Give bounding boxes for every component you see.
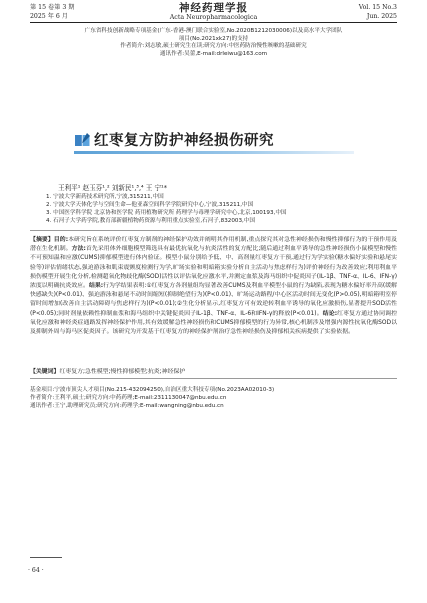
abstract-result: 行为学结果表明:①红枣复方各剂量组均显著改善CUMS及利血平模型小鼠的行为缺陷,表现为糖水偏好率升高(缓解快感缺失)(P<0.01)、强迫游泳和悬尾不动时间缩短(抑制绝望行为)(P<0.01)、旷场运动路程/中心区活动时间无变化(P>0.05),明暗箱明室停留时间增加(改善自主活动障碍与焦虑样行为)(P<0.01);②生化分析显示,红枣复方可有效逆转利血平诱导的氧化应激损伤,显著提升SOD活性(P<0.05);同时剂量依赖性抑制血浆和海马组织中关键促炎因子IL-1β、TNF-α、IL-6和IFN-γ的释放(P<0.01)。: [30, 283, 398, 317]
affiliation-1: 1. 宁波大学新药技术研究所,宁波,315211,中国: [46, 194, 164, 200]
header-rule: [30, 22, 397, 23]
abstract-conclusion: 红枣复方通过协同调控氧化应激和神经炎症通路发挥神经保护作用,其有效缓解急性神经损伤和CUMS抑郁模型的行为异常,核心机制涉及增强内源性抗氧化酶SOD以及抑制外周与海马区促炎因子。该研究为开发基于红枣复方的神经保护剂治疗急性神经损伤及抑郁相关疾病提供了实验依据。: [30, 310, 397, 336]
date-label: 2025 年 6 月: [30, 12, 68, 20]
keywords-text: 红枣复方;急性模型;慢性抑郁模型;抗炎;神经保护: [59, 369, 186, 375]
bottom-notes: [30, 386, 397, 411]
book-pen-icon: [74, 132, 91, 148]
abstract-goal: 本研究旨在系统评价红枣复方制剂的神经保护功效并阐明其作用机制,重点探究其对急性神经损伤和慢性抑郁行为的干预作用及潜在生化机制。: [30, 237, 398, 253]
issue-label: 第 15 卷第 3 期: [30, 4, 75, 11]
conclusion-label: 结论:: [322, 310, 338, 317]
journal-subtitle: Acta Neuropharmacologica: [169, 14, 258, 21]
bottom-fund-line: 基金项目:宁波市顶尖人才项目(No.215-432094250),自治区重大科技专项(No.2023AA02010-3): [30, 387, 275, 393]
top-fund-line-2: 项目(No.2021xk27)的支持: [178, 35, 249, 42]
date-label-en: Jun. 2025: [366, 12, 397, 20]
abstract-label: 【摘要】: [30, 237, 54, 243]
page-number-rule: [30, 557, 62, 558]
top-fund-line-1: 广东省科技创新战略专项基金(广东-香港-澳门联合实验室,No.2020B1212030006)以及高水平大学团队: [84, 28, 343, 34]
top-author-line: 作者简介:刘志敏,硕士研究生在读;研究方向:中医药防治慢性咳嗽的基础研究: [120, 43, 307, 50]
top-fund-note: [30, 28, 397, 58]
article-title: 红枣复方防护神经损伤研究: [94, 133, 274, 149]
header-right: [359, 4, 397, 21]
affiliation-3: 3. 中国医学科学院 北京协和医学院 药用植物研究所 药理学与毒理学研究中心,北京,100193,中国: [46, 210, 287, 216]
goal-label: 目的:: [53, 237, 69, 243]
title-underline-bar: [74, 151, 354, 154]
affiliation-2: 2. 宁波大学天体化学与空间生命—他亚森空间科学学院研究中心,宁波,315211,中国: [46, 202, 254, 208]
method-label: 方法:: [71, 246, 86, 253]
author-list: 王利平¹ 赵玉芬¹,² 刘新民¹,³,⁴ 王 宁¹*: [58, 184, 168, 192]
issue-label-en: Vol. 15 No.3: [358, 4, 397, 11]
abstract-method: 首先采用体外细胞模型筛选具有最优抗氧化与抗炎活性的复方配比;随后通过利血平诱导的急性神经损伤小鼠模型和慢性不可预知温和应激(CUMS)抑郁模型进行体内验证。模型小鼠分别给予低、中、高剂量红枣复方干预,通过行为学实验(糖水偏好实验和悬尾实验等)评估情绪状态,强迫游泳和肌束震颤度检测行为学,旷场实验和明暗箱实验分析自主活动与焦虑样行为)评价神经行为改善效应;利用利血平损伤模型开展生化分析,检测超氧化物歧化酶(SOD)活性以评估氧化应激水平,并测定血浆及海马组织中促炎因子(IL-1β、TNF-α、IL-6、IFN-γ)浓度以明确抗炎效应。: [30, 246, 398, 290]
bottom-corr-line: 通讯作者:王宁,助理研究员;研究方向:药理学;E-mail:wangning@nbu.edu.cn: [30, 403, 224, 410]
affiliation-4: 4. 石河子大学药学院,教育部新疆植物药资源与利用重点实验室,石河子,832003,中国: [46, 218, 255, 224]
top-corr-line: 通讯作者:吴蕾,E-mail:drleiwu@163.com: [159, 50, 268, 57]
keywords: [30, 366, 397, 375]
keywords-label: 【关键词】: [30, 369, 60, 375]
page-number: · 64 ·: [28, 567, 44, 574]
result-label: 结果:: [88, 283, 104, 290]
bottom-author-line: 作者简介:王利平,硕士;研究方向:中药药理;E-mail:2311130047@nbu.edu.cn: [30, 395, 227, 402]
abstract: [30, 236, 397, 337]
separator-below-keywords: [30, 378, 397, 379]
journal-title: 神经药理学报: [179, 2, 248, 14]
separator-above-abstract: [30, 230, 397, 231]
